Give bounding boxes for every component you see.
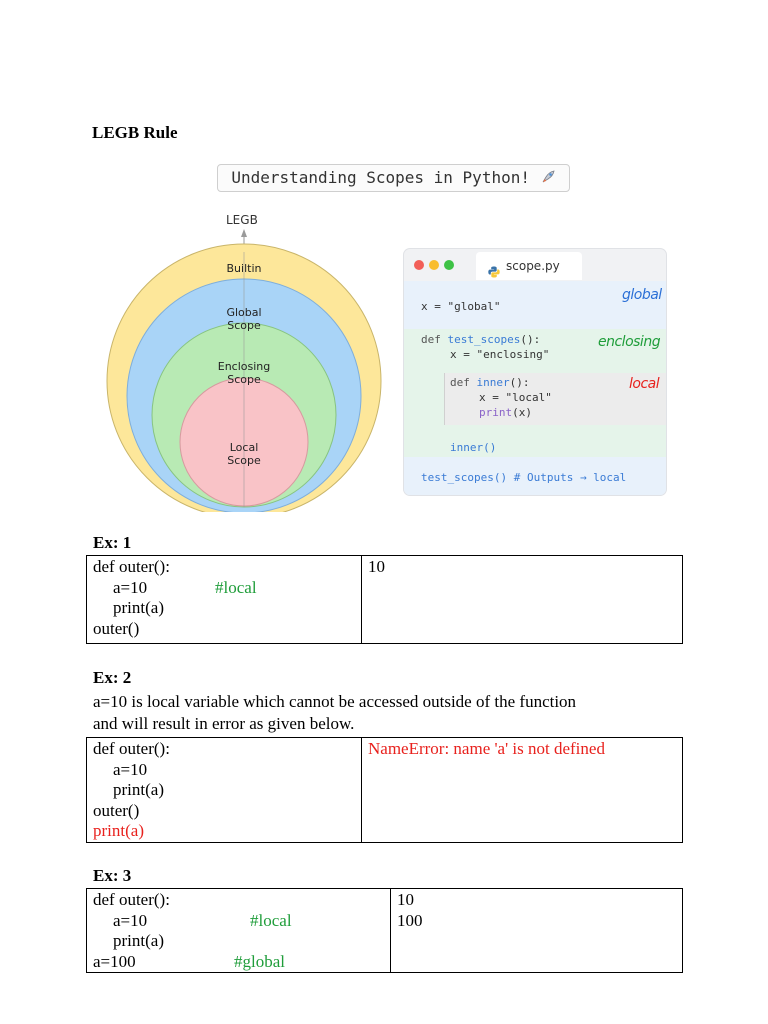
- example-3-table: [86, 888, 683, 973]
- local-assign: x = "local": [479, 391, 552, 404]
- def-function-name: test_scopes: [447, 333, 521, 346]
- legb-axis-label: LEGB: [226, 213, 258, 227]
- output-section: [404, 457, 666, 495]
- enclosing-assign: x = "enclosing": [450, 348, 550, 361]
- code-line: print(a): [113, 931, 164, 950]
- description-line: a=10 is local variable which cannot be accessed outside of the function: [93, 692, 577, 711]
- code-text: a=10: [113, 577, 148, 597]
- code-line: a=10: [113, 759, 148, 779]
- code-line: def outer():: [93, 557, 170, 576]
- example-2-description: [93, 691, 576, 735]
- global-label-line1: Global: [226, 306, 262, 319]
- example-1-code-cell: [87, 556, 362, 644]
- inner-parens: ():: [509, 376, 530, 389]
- code-line: print(a): [113, 598, 164, 617]
- code-line: def outer():: [93, 739, 170, 758]
- code-comment: #local: [215, 577, 257, 597]
- page-heading: LEGB Rule: [92, 123, 178, 142]
- description-line: and will result in error as given below.: [93, 714, 355, 733]
- example-3-code-cell: [87, 889, 391, 973]
- print-function: print: [479, 406, 513, 419]
- example-1-output-cell: [362, 556, 683, 644]
- example-1-table: [86, 555, 683, 644]
- example-2-code-cell: [87, 738, 362, 843]
- output-line: 10: [397, 890, 414, 909]
- output-error: NameError: name 'a' is not defined: [368, 739, 605, 758]
- editor-tab: [476, 252, 582, 280]
- local-section: [444, 373, 666, 425]
- minimize-dot-icon: [429, 260, 439, 270]
- legb-figure: [95, 157, 670, 512]
- local-label-line1: Local: [229, 441, 259, 454]
- code-line: [93, 578, 361, 599]
- code-line-error: print(a): [93, 821, 144, 840]
- enclosing-section: [404, 329, 666, 457]
- enclosing-label-line2: Scope: [227, 373, 261, 386]
- inner-function-name: inner: [476, 376, 510, 389]
- global-section: [404, 281, 666, 329]
- example-2-table: [86, 737, 683, 843]
- banner-title: Understanding Scopes in Python!: [231, 168, 530, 187]
- code-comment: #local: [250, 910, 292, 930]
- enclosing-tag: enclosing: [598, 334, 661, 350]
- maximize-dot-icon: [444, 260, 454, 270]
- code-line: [93, 952, 390, 973]
- local-label: [194, 441, 294, 467]
- close-dot-icon: [414, 260, 424, 270]
- builtin-label: Builtin: [226, 262, 262, 275]
- code-editor: [404, 249, 666, 495]
- example-2-title: Ex: 2: [93, 668, 132, 687]
- editor-tab-label: scope.py: [506, 259, 560, 273]
- enclosing-label-line1: Enclosing: [217, 360, 271, 373]
- print-line: [479, 406, 532, 419]
- inner-call: inner(): [450, 441, 497, 454]
- code-line: outer(): [93, 800, 140, 820]
- example-1-title: Ex: 1: [93, 533, 132, 552]
- example-2-output-cell: [362, 738, 683, 843]
- code-line: outer(): [93, 618, 140, 638]
- output-line: test_scopes() # Outputs → local: [421, 471, 627, 484]
- example-3-title: Ex: 3: [93, 866, 132, 885]
- enclosing-label: [194, 360, 294, 386]
- code-line: print(a): [113, 780, 164, 799]
- def-keyword: def: [421, 333, 441, 346]
- output-line: 10: [368, 557, 385, 576]
- code-line: [93, 911, 390, 932]
- global-label: [194, 306, 294, 332]
- local-label-line2: Scope: [227, 454, 261, 467]
- inner-def-keyword: def: [450, 376, 470, 389]
- code-text: a=100: [93, 951, 136, 971]
- code-comment: #global: [234, 951, 285, 971]
- global-tag: global: [622, 287, 662, 303]
- def-line: [421, 333, 540, 346]
- print-args: (x): [512, 406, 532, 419]
- inner-def-line: [450, 376, 530, 389]
- output-line: 100: [397, 910, 423, 930]
- global-label-line2: Scope: [227, 319, 261, 332]
- example-3-output-cell: [391, 889, 683, 973]
- code-line: def outer():: [93, 890, 170, 909]
- code-text: a=10: [113, 910, 148, 930]
- local-tag: local: [629, 376, 660, 392]
- global-code: x = "global": [421, 300, 501, 313]
- def-parens: ():: [520, 333, 541, 346]
